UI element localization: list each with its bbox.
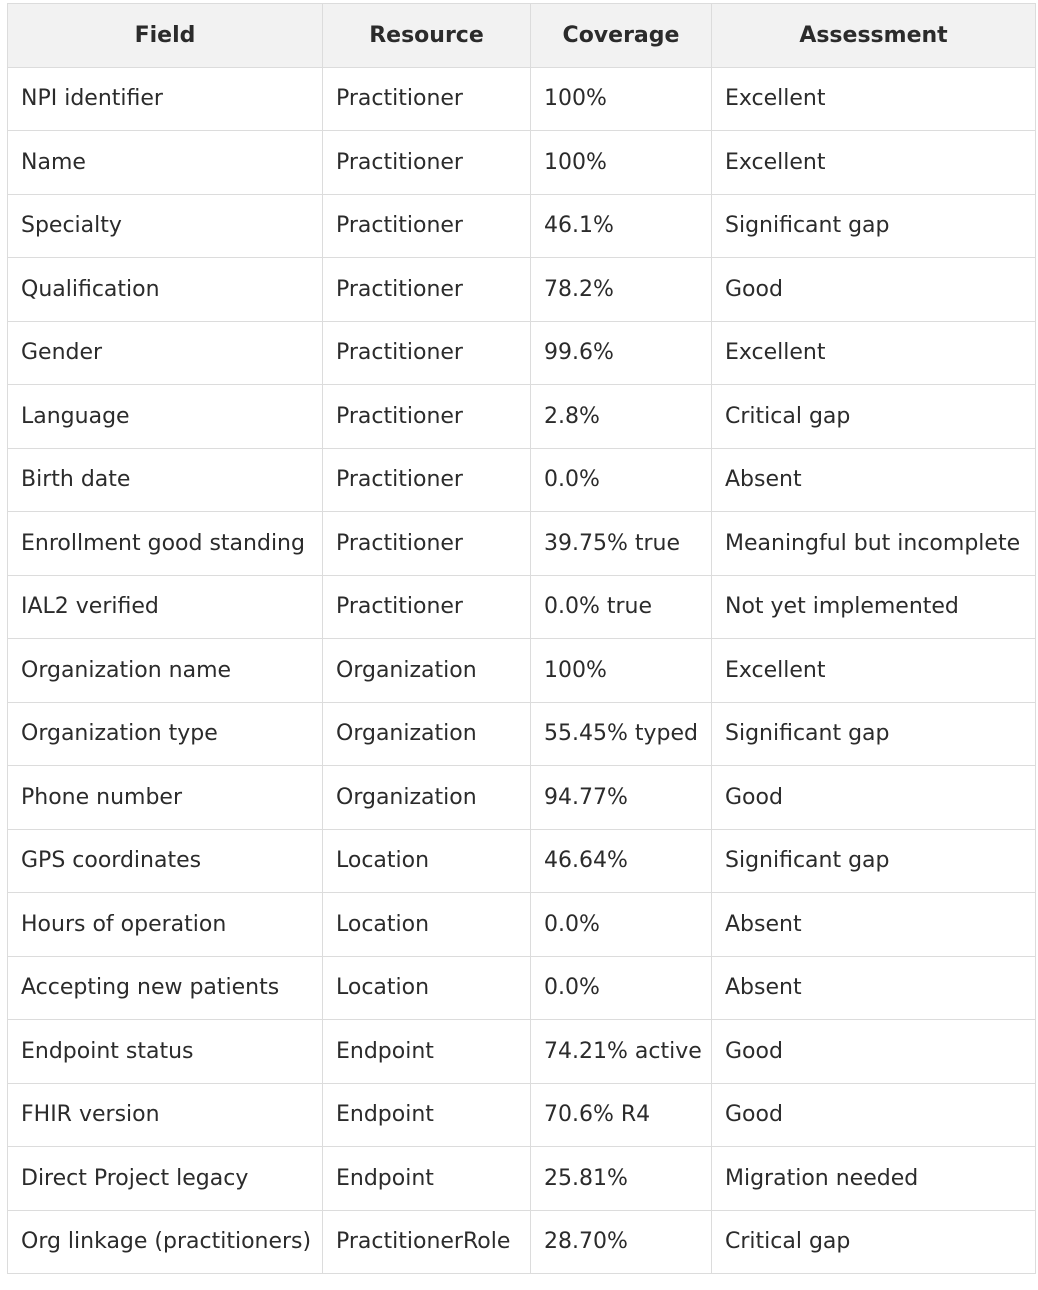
cell-assessment: Good: [712, 1020, 1036, 1084]
table-body: [8, 67, 1036, 1274]
cell-coverage: 25.81%: [531, 1147, 712, 1211]
cell-assessment: Good: [712, 766, 1036, 830]
cell-field: Enrollment good standing: [8, 512, 323, 576]
table-row: [8, 194, 1036, 258]
cell-coverage: 2.8%: [531, 385, 712, 449]
cell-field: Specialty: [8, 194, 323, 258]
table-row: [8, 1020, 1036, 1084]
cell-field: FHIR version: [8, 1083, 323, 1147]
table-row: [8, 258, 1036, 322]
cell-coverage: 94.77%: [531, 766, 712, 830]
cell-assessment: Absent: [712, 956, 1036, 1020]
header-resource: Resource: [323, 4, 531, 68]
cell-field: NPI identifier: [8, 67, 323, 131]
table-row: [8, 575, 1036, 639]
cell-field: Gender: [8, 321, 323, 385]
cell-field: Organization name: [8, 639, 323, 703]
cell-coverage: 55.45% typed: [531, 702, 712, 766]
cell-assessment: Meaningful but incomplete: [712, 512, 1036, 576]
cell-resource: Practitioner: [323, 575, 531, 639]
cell-assessment: Critical gap: [712, 385, 1036, 449]
table-row: [8, 321, 1036, 385]
cell-coverage: 99.6%: [531, 321, 712, 385]
cell-coverage: 100%: [531, 67, 712, 131]
cell-coverage: 46.1%: [531, 194, 712, 258]
cell-assessment: Significant gap: [712, 702, 1036, 766]
cell-field: Name: [8, 131, 323, 195]
cell-assessment: Critical gap: [712, 1210, 1036, 1274]
coverage-table: [7, 3, 1036, 1274]
table-row: [8, 131, 1036, 195]
cell-resource: Practitioner: [323, 194, 531, 258]
cell-assessment: Migration needed: [712, 1147, 1036, 1211]
table-row: [8, 893, 1036, 957]
cell-field: Direct Project legacy: [8, 1147, 323, 1211]
table-row: [8, 1210, 1036, 1274]
table-row: [8, 385, 1036, 449]
cell-resource: Practitioner: [323, 258, 531, 322]
cell-coverage: 39.75% true: [531, 512, 712, 576]
cell-assessment: Excellent: [712, 67, 1036, 131]
cell-assessment: Good: [712, 1083, 1036, 1147]
cell-assessment: Excellent: [712, 131, 1036, 195]
cell-assessment: Significant gap: [712, 194, 1036, 258]
cell-resource: PractitionerRole: [323, 1210, 531, 1274]
cell-field: Birth date: [8, 448, 323, 512]
cell-field: Hours of operation: [8, 893, 323, 957]
cell-coverage: 0.0%: [531, 448, 712, 512]
table-row: [8, 639, 1036, 703]
cell-resource: Practitioner: [323, 385, 531, 449]
cell-assessment: Good: [712, 258, 1036, 322]
cell-resource: Endpoint: [323, 1020, 531, 1084]
cell-resource: Practitioner: [323, 512, 531, 576]
cell-assessment: Absent: [712, 448, 1036, 512]
cell-resource: Organization: [323, 702, 531, 766]
cell-assessment: Significant gap: [712, 829, 1036, 893]
header-assessment: Assessment: [712, 4, 1036, 68]
cell-field: Accepting new patients: [8, 956, 323, 1020]
cell-assessment: Excellent: [712, 639, 1036, 703]
cell-coverage: 74.21% active: [531, 1020, 712, 1084]
cell-coverage: 70.6% R4: [531, 1083, 712, 1147]
cell-field: Org linkage (practitioners): [8, 1210, 323, 1274]
cell-coverage: 100%: [531, 639, 712, 703]
cell-field: IAL2 verified: [8, 575, 323, 639]
cell-resource: Practitioner: [323, 67, 531, 131]
header-field: Field: [8, 4, 323, 68]
cell-coverage: 78.2%: [531, 258, 712, 322]
cell-field: Qualification: [8, 258, 323, 322]
cell-field: Language: [8, 385, 323, 449]
table-row: [8, 829, 1036, 893]
cell-resource: Organization: [323, 766, 531, 830]
cell-assessment: Absent: [712, 893, 1036, 957]
cell-coverage: 100%: [531, 131, 712, 195]
cell-coverage: 0.0% true: [531, 575, 712, 639]
cell-field: Endpoint status: [8, 1020, 323, 1084]
cell-resource: Endpoint: [323, 1147, 531, 1211]
cell-coverage: 0.0%: [531, 956, 712, 1020]
cell-resource: Practitioner: [323, 448, 531, 512]
table-row: [8, 766, 1036, 830]
table-row: [8, 1083, 1036, 1147]
cell-resource: Practitioner: [323, 321, 531, 385]
cell-assessment: Not yet implemented: [712, 575, 1036, 639]
cell-coverage: 28.70%: [531, 1210, 712, 1274]
cell-resource: Endpoint: [323, 1083, 531, 1147]
cell-resource: Location: [323, 829, 531, 893]
cell-resource: Organization: [323, 639, 531, 703]
table-row: [8, 67, 1036, 131]
cell-coverage: 0.0%: [531, 893, 712, 957]
cell-field: GPS coordinates: [8, 829, 323, 893]
cell-coverage: 46.64%: [531, 829, 712, 893]
header-coverage: Coverage: [531, 4, 712, 68]
cell-field: Organization type: [8, 702, 323, 766]
table-header-row: [8, 4, 1036, 68]
table-row: [8, 448, 1036, 512]
cell-field: Phone number: [8, 766, 323, 830]
cell-resource: Location: [323, 893, 531, 957]
cell-resource: Practitioner: [323, 131, 531, 195]
cell-assessment: Excellent: [712, 321, 1036, 385]
table-row: [8, 512, 1036, 576]
table-row: [8, 956, 1036, 1020]
table-row: [8, 1147, 1036, 1211]
table-row: [8, 702, 1036, 766]
cell-resource: Location: [323, 956, 531, 1020]
